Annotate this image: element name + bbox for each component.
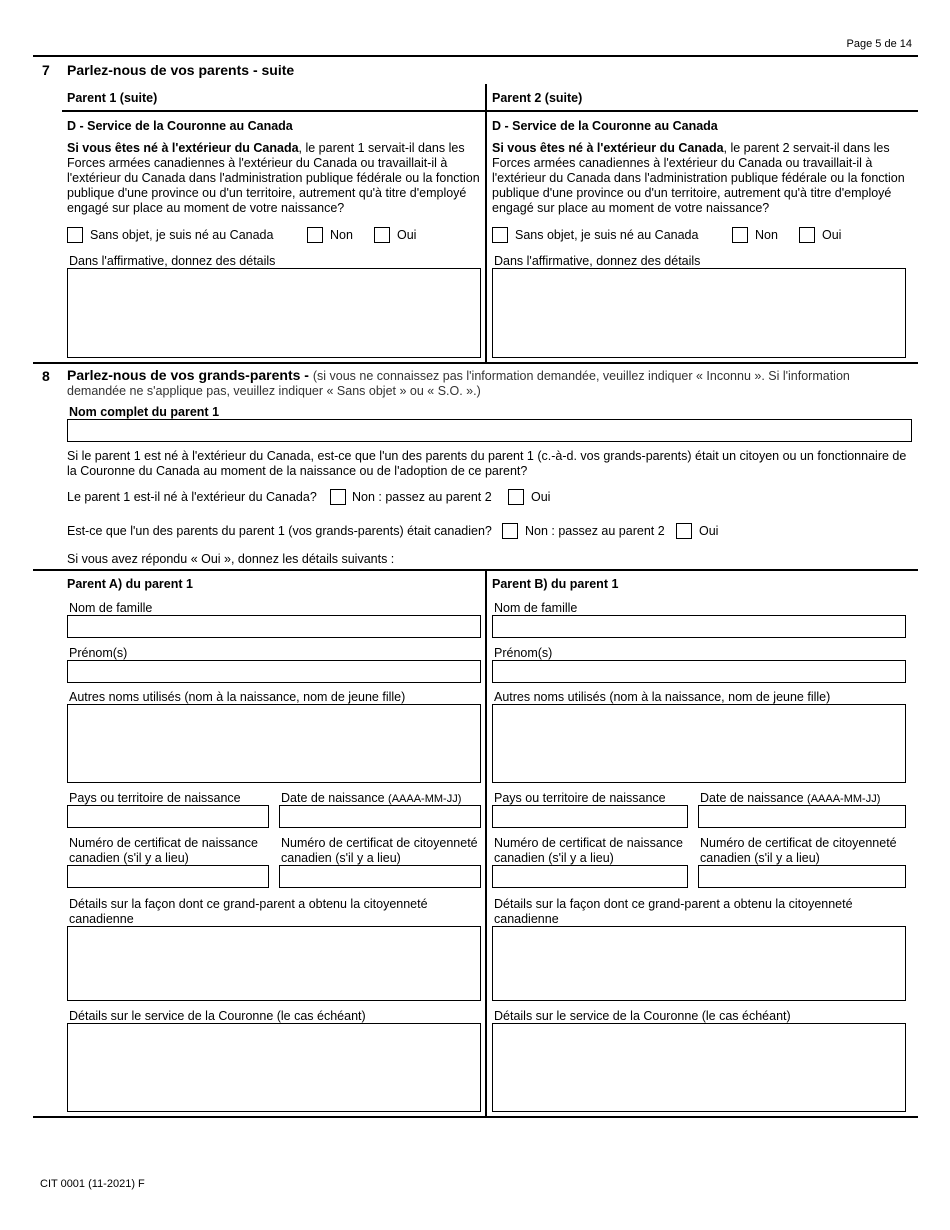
parentA-birth-cert-field[interactable] bbox=[67, 865, 269, 888]
parentA-cit-cert-label-1: Numéro de certificat de citoyenneté bbox=[281, 836, 478, 850]
parent2-question-bold: Si vous êtes né à l'extérieur du Canada bbox=[492, 141, 724, 155]
q2-no-label: Non : passez au parent 2 bbox=[525, 524, 665, 538]
q1-no-label: Non : passez au parent 2 bbox=[352, 490, 492, 504]
parentB-last-name-label: Nom de famille bbox=[494, 601, 578, 615]
q1-label: Le parent 1 est-il né à l'extérieur du Canada? bbox=[67, 490, 317, 504]
parent1-no-checkbox[interactable] bbox=[307, 227, 323, 243]
parentB-dob-text: Date de naissance bbox=[700, 791, 804, 805]
parent2-yes-label: Oui bbox=[822, 228, 842, 242]
section8-title: Parlez-nous de vos grands-parents - bbox=[67, 367, 313, 383]
grandparents-bottom-rule bbox=[33, 1116, 918, 1118]
parentA-other-names-field[interactable] bbox=[67, 704, 481, 783]
parent2-details-field[interactable] bbox=[492, 268, 906, 358]
parentA-country-label: Pays ou territoire de naissance bbox=[69, 791, 241, 805]
parent2-subheader: D - Service de la Couronne au Canada bbox=[492, 119, 718, 133]
q2-yes-checkbox[interactable] bbox=[676, 523, 692, 539]
parentA-header: Parent A) du parent 1 bbox=[67, 577, 193, 591]
parentB-last-name-field[interactable] bbox=[492, 615, 906, 638]
parentB-how-obtained-label-1: Détails sur la façon dont ce grand-parent a obtenu la citoyenneté bbox=[494, 897, 853, 911]
parentA-crown-label: Détails sur le service de la Couronne (le cas échéant) bbox=[69, 1009, 366, 1023]
parent1-header: Parent 1 (suite) bbox=[67, 91, 158, 105]
parent1-yes-checkbox[interactable] bbox=[374, 227, 390, 243]
parent2-question bbox=[492, 141, 906, 216]
parentA-how-obtained-label-1: Détails sur la façon dont ce grand-parent a obtenu la citoyenneté bbox=[69, 897, 428, 911]
q2-label: Est-ce que l'un des parents du parent 1 (vos grands-parents) était canadien? bbox=[67, 524, 492, 538]
parent1-details-label: Dans l'affirmative, donnez des détails bbox=[69, 254, 276, 268]
parent2-details-label: Dans l'affirmative, donnez des détails bbox=[494, 254, 701, 268]
parent1-na-checkbox[interactable] bbox=[67, 227, 83, 243]
parentA-cit-cert-label-2: canadien (s'il y a lieu) bbox=[281, 851, 401, 865]
q2-yes-label: Oui bbox=[699, 524, 719, 538]
parentB-cit-cert-label-2: canadien (s'il y a lieu) bbox=[700, 851, 820, 865]
parentA-last-name-label: Nom de famille bbox=[69, 601, 153, 615]
section7-number: 7 bbox=[42, 62, 50, 78]
parentB-crown-label: Détails sur le service de la Couronne (le cas échéant) bbox=[494, 1009, 791, 1023]
parentB-birth-cert-label-1: Numéro de certificat de naissance bbox=[494, 836, 683, 850]
parentB-country-label: Pays ou territoire de naissance bbox=[494, 791, 666, 805]
section7-header-rule bbox=[62, 110, 918, 112]
parentA-birth-cert-label-1: Numéro de certificat de naissance bbox=[69, 836, 258, 850]
parent2-na-label: Sans objet, je suis né au Canada bbox=[515, 228, 699, 242]
parent1-details-field[interactable] bbox=[67, 268, 481, 358]
parentB-how-obtained-field[interactable] bbox=[492, 926, 906, 1001]
parentB-first-names-field[interactable] bbox=[492, 660, 906, 683]
parentB-first-names-label: Prénom(s) bbox=[494, 646, 553, 660]
parentB-dob-field[interactable] bbox=[698, 805, 906, 828]
if-yes-label: Si vous avez répondu « Oui », donnez les détails suivants : bbox=[67, 552, 395, 566]
parentA-dob-field[interactable] bbox=[279, 805, 481, 828]
parentB-birth-cert-label-2: canadien (s'il y a lieu) bbox=[494, 851, 614, 865]
parent2-header: Parent 2 (suite) bbox=[492, 91, 583, 105]
grandparents-divider bbox=[485, 570, 487, 1116]
parentB-other-names-field[interactable] bbox=[492, 704, 906, 783]
parentA-how-obtained-label-2: canadienne bbox=[69, 912, 134, 926]
section7-divider bbox=[485, 84, 487, 363]
full-name-label: Nom complet du parent 1 bbox=[69, 405, 220, 419]
parentB-crown-field[interactable] bbox=[492, 1023, 906, 1112]
section8-heading bbox=[67, 368, 912, 399]
form-code: CIT 0001 (11-2021) F bbox=[40, 1178, 145, 1190]
parent2-question-rest: , le parent 2 servait-il dans les Forces armées canadiennes à l'extérieur du Canada ou travaillait-il à l'extérieur du Canada dans l'administration publique fédérale ou la fonction publique d'une province ou d'un territoire, autrement qu'à titre d'employé engagé sur place au moment de votre naissance? bbox=[492, 141, 905, 215]
parentB-how-obtained-label-2: canadienne bbox=[494, 912, 559, 926]
parentB-dob-label bbox=[700, 791, 880, 805]
parent1-full-name-field[interactable] bbox=[67, 419, 912, 442]
parent1-question-bold: Si vous êtes né à l'extérieur du Canada bbox=[67, 141, 299, 155]
parent2-no-label: Non bbox=[755, 228, 778, 242]
parentB-other-names-label: Autres noms utilisés (nom à la naissance, nom de jeune fille) bbox=[494, 690, 831, 704]
section8-intro: Si le parent 1 est né à l'extérieur du Canada, est-ce que l'un des parents du parent 1 (c.-à-d. vos grands-parents) était un citoyen ou un fonctionnaire de la Couronne du Canada au moment de la naissance ou de l'adoption de ce parent? bbox=[67, 449, 907, 478]
parent1-subheader: D - Service de la Couronne au Canada bbox=[67, 119, 293, 133]
parent1-question bbox=[67, 141, 481, 216]
grandparents-top-rule bbox=[33, 569, 918, 571]
page-number: Page 5 de 14 bbox=[846, 38, 912, 50]
parent1-na-label: Sans objet, je suis né au Canada bbox=[90, 228, 274, 242]
parentA-crown-field[interactable] bbox=[67, 1023, 481, 1112]
parentB-cit-cert-label-1: Numéro de certificat de citoyenneté bbox=[700, 836, 897, 850]
parentB-dob-format: (AAAA-MM-JJ) bbox=[807, 793, 881, 805]
parentA-how-obtained-field[interactable] bbox=[67, 926, 481, 1001]
q1-yes-label: Oui bbox=[531, 490, 551, 504]
section8-note: (si vous ne connaissez pas l'information demandée, veuillez indiquer « Inconnu ». Si l'information demandée ne s'applique pas, veuillez indiquer « Sans objet » ou « S.O. ».) bbox=[67, 369, 850, 398]
parent1-no-label: Non bbox=[330, 228, 353, 242]
top-rule bbox=[33, 55, 918, 57]
section7-title: Parlez-nous de vos parents - suite bbox=[67, 62, 295, 78]
parent1-question-rest: , le parent 1 servait-il dans les Forces armées canadiennes à l'extérieur du Canada ou travaillait-il à l'extérieur du Canada dans l'administration publique fédérale ou la fonction publique d'une province ou d'un territoire, autrement qu'à titre d'employé engagé sur place au moment de votre naissance? bbox=[67, 141, 480, 215]
parentA-first-names-field[interactable] bbox=[67, 660, 481, 683]
section8-number: 8 bbox=[42, 368, 50, 384]
parentA-dob-format: (AAAA-MM-JJ) bbox=[388, 793, 462, 805]
q1-no-checkbox[interactable] bbox=[330, 489, 346, 505]
parentA-dob-label bbox=[281, 791, 461, 805]
parent2-yes-checkbox[interactable] bbox=[799, 227, 815, 243]
parent2-no-checkbox[interactable] bbox=[732, 227, 748, 243]
parentB-header: Parent B) du parent 1 bbox=[492, 577, 619, 591]
parentA-country-field[interactable] bbox=[67, 805, 269, 828]
parentA-other-names-label: Autres noms utilisés (nom à la naissance, nom de jeune fille) bbox=[69, 690, 406, 704]
parentA-cit-cert-field[interactable] bbox=[279, 865, 481, 888]
parentA-last-name-field[interactable] bbox=[67, 615, 481, 638]
parent1-yes-label: Oui bbox=[397, 228, 417, 242]
parent2-na-checkbox[interactable] bbox=[492, 227, 508, 243]
parentB-birth-cert-field[interactable] bbox=[492, 865, 688, 888]
parentB-cit-cert-field[interactable] bbox=[698, 865, 906, 888]
parentB-country-field[interactable] bbox=[492, 805, 688, 828]
parentA-first-names-label: Prénom(s) bbox=[69, 646, 128, 660]
parentA-birth-cert-label-2: canadien (s'il y a lieu) bbox=[69, 851, 189, 865]
q1-yes-checkbox[interactable] bbox=[508, 489, 524, 505]
section7-bottom-rule bbox=[33, 362, 918, 364]
parentA-dob-text: Date de naissance bbox=[281, 791, 385, 805]
q2-no-checkbox[interactable] bbox=[502, 523, 518, 539]
